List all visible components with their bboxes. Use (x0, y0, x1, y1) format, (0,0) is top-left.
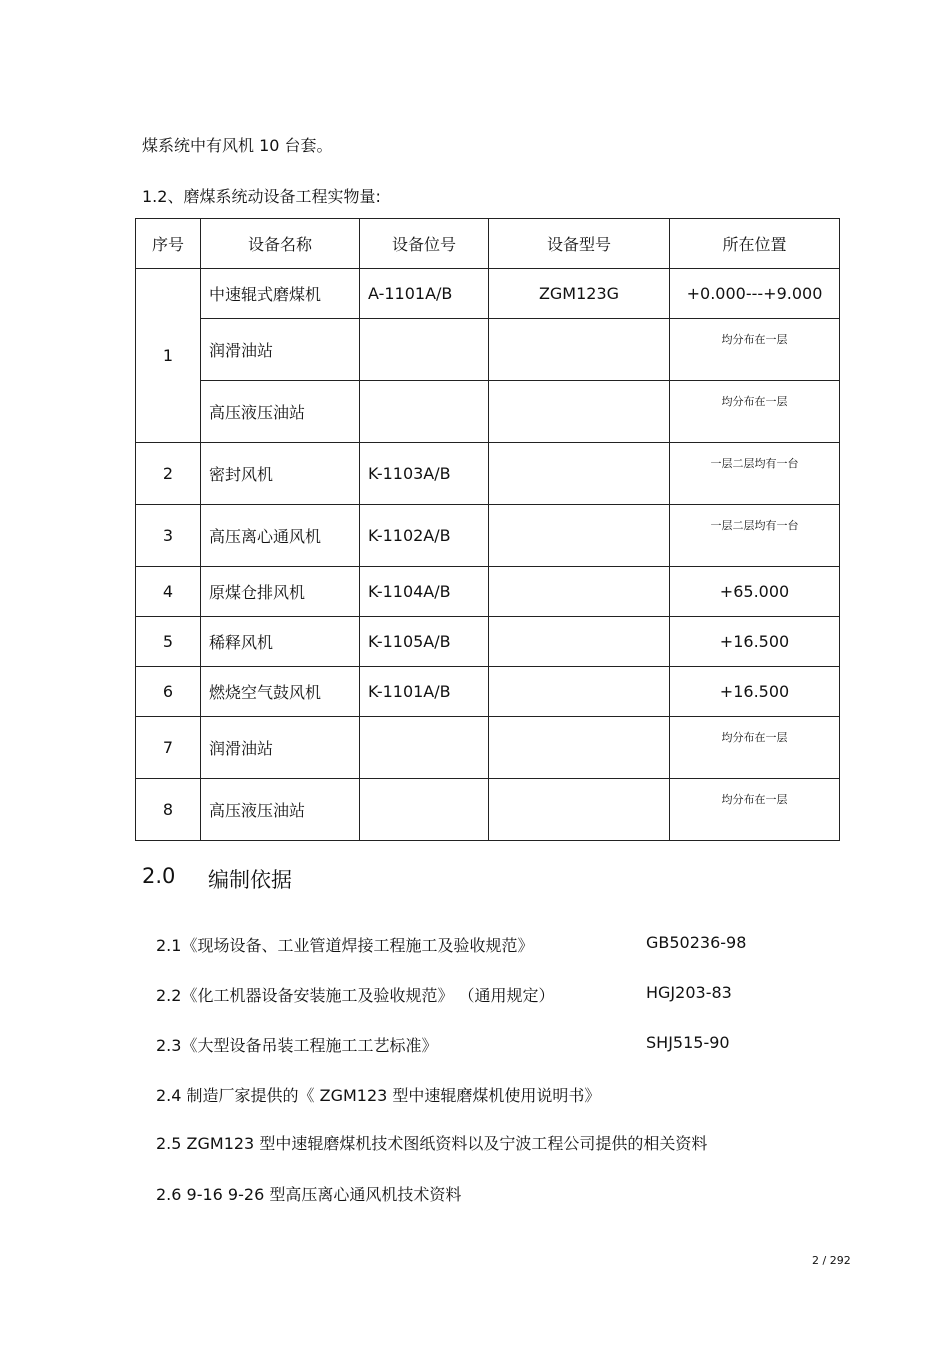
cell-model (489, 667, 670, 717)
cell-no: 5 (136, 617, 201, 667)
reference-item-2-4: 2.4 制造厂家提供的《 ZGM123 型中速辊磨煤机使用说明书》 (156, 1086, 601, 1105)
reference-item-2-5: 2.5 ZGM123 型中速辊磨煤机技术图纸资料以及宁波工程公司提供的相关资料 (156, 1134, 708, 1153)
table-header-row (136, 219, 840, 269)
cell-name: 中速辊式磨煤机 (201, 269, 360, 319)
section-number: 2.0 (142, 864, 176, 888)
cell-name: 稀释风机 (201, 617, 360, 667)
cell-model (489, 617, 670, 667)
cell-model (489, 779, 670, 841)
cell-tag (360, 381, 489, 443)
cell-no: 6 (136, 667, 201, 717)
cell-model: ZGM123G (489, 269, 670, 319)
cell-no: 4 (136, 567, 201, 617)
cell-model (489, 505, 670, 567)
cell-location: +16.500 (670, 667, 840, 717)
table-row (136, 779, 840, 841)
cell-location: 均分布在一层 (670, 319, 840, 381)
cell-no: 8 (136, 779, 201, 841)
cell-name: 润滑油站 (201, 319, 360, 381)
cell-name: 燃烧空气鼓风机 (201, 667, 360, 717)
table-row (136, 443, 840, 505)
cell-tag (360, 717, 489, 779)
table-row (136, 717, 840, 779)
cell-name: 润滑油站 (201, 717, 360, 779)
cell-model (489, 319, 670, 381)
cell-model (489, 443, 670, 505)
cell-tag (360, 779, 489, 841)
table-row (136, 617, 840, 667)
cell-tag: K-1104A/B (360, 567, 489, 617)
cell-name: 原煤仓排风机 (201, 567, 360, 617)
header-model: 设备型号 (489, 219, 670, 269)
table-row (136, 319, 840, 381)
cell-location: 一层二层均有一台 (670, 505, 840, 567)
reference-item-2-1: 2.1《现场设备、工业管道焊接工程施工及验收规范》 (156, 936, 534, 955)
cell-no: 2 (136, 443, 201, 505)
page-number: 2 / 292 (812, 1254, 851, 1267)
table-row (136, 667, 840, 717)
cell-name: 高压离心通风机 (201, 505, 360, 567)
reference-code-2-3: SHJ515-90 (646, 1033, 730, 1052)
cell-location: 一层二层均有一台 (670, 443, 840, 505)
header-no: 序号 (136, 219, 201, 269)
reference-code-2-2: HGJ203-83 (646, 983, 732, 1002)
reference-item-2-6: 2.6 9-16 9-26 型高压离心通风机技术资料 (156, 1185, 462, 1204)
cell-tag: K-1105A/B (360, 617, 489, 667)
section-title: 编制依据 (208, 868, 292, 892)
header-name: 设备名称 (201, 219, 360, 269)
cell-location: 均分布在一层 (670, 717, 840, 779)
intro-line: 煤系统中有风机 10 台套。 (142, 136, 333, 155)
reference-code-2-1: GB50236-98 (646, 933, 747, 952)
table-row (136, 269, 840, 319)
table-heading: 1.2、磨煤系统动设备工程实物量: (142, 187, 381, 206)
cell-location: +16.500 (670, 617, 840, 667)
cell-tag: K-1101A/B (360, 667, 489, 717)
cell-name: 高压液压油站 (201, 779, 360, 841)
equipment-table (135, 218, 840, 841)
cell-location: 均分布在一层 (670, 779, 840, 841)
reference-item-2-2: 2.2《化工机器设备安装施工及验收规范》 （通用规定） (156, 986, 555, 1005)
table-row (136, 505, 840, 567)
cell-name: 密封风机 (201, 443, 360, 505)
cell-tag: K-1102A/B (360, 505, 489, 567)
table-row (136, 381, 840, 443)
cell-name: 高压液压油站 (201, 381, 360, 443)
header-tag: 设备位号 (360, 219, 489, 269)
cell-tag (360, 319, 489, 381)
cell-model (489, 381, 670, 443)
cell-model (489, 567, 670, 617)
cell-location: +0.000---+9.000 (670, 269, 840, 319)
cell-no: 7 (136, 717, 201, 779)
cell-tag: K-1103A/B (360, 443, 489, 505)
table-row (136, 567, 840, 617)
cell-no: 1 (136, 269, 201, 443)
cell-no: 3 (136, 505, 201, 567)
reference-item-2-3: 2.3《大型设备吊装工程施工工艺标准》 (156, 1036, 438, 1055)
cell-location: +65.000 (670, 567, 840, 617)
cell-model (489, 717, 670, 779)
header-location: 所在位置 (670, 219, 840, 269)
cell-tag: A-1101A/B (360, 269, 489, 319)
cell-location: 均分布在一层 (670, 381, 840, 443)
